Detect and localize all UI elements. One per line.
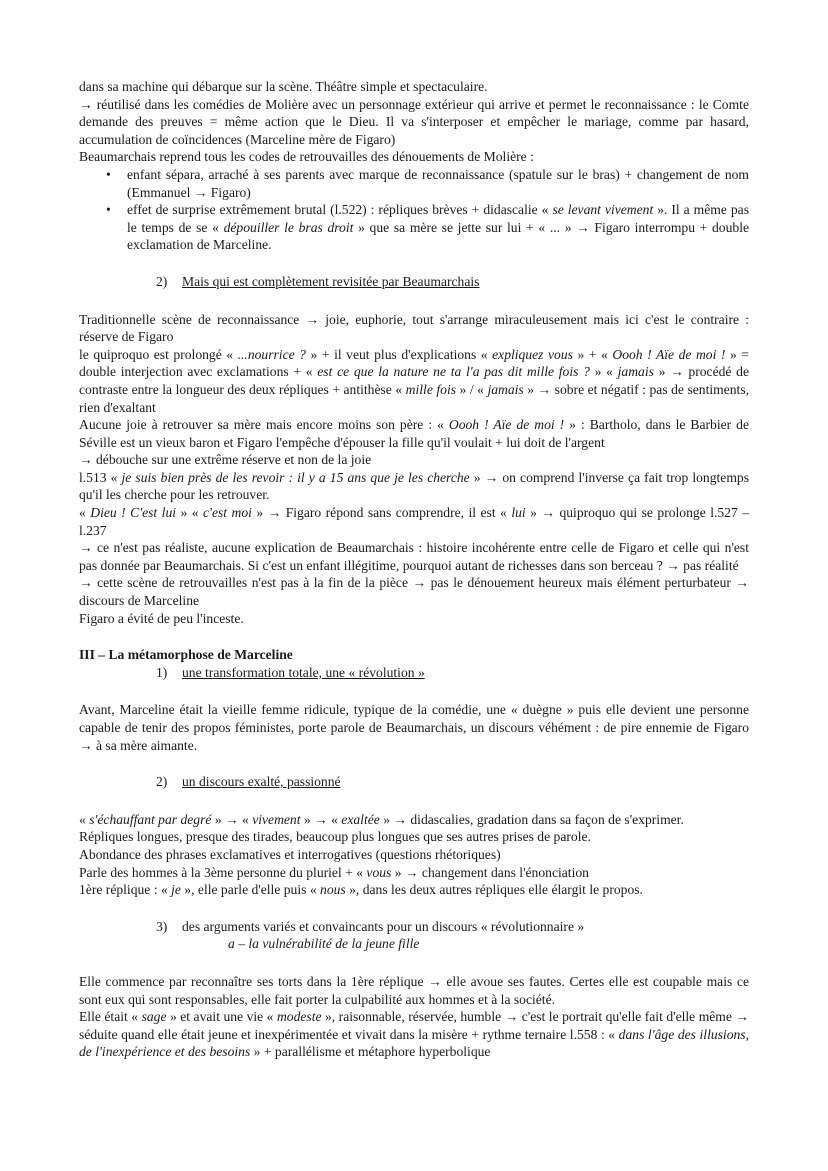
quote: dans l'âge des illusions, de l'inexpérience et des besoins bbox=[79, 1026, 749, 1060]
text-run: » et avait une vie « bbox=[166, 1009, 277, 1025]
quote: est ce que la nature ne ta l'a pas dit mille fois ? bbox=[317, 364, 590, 380]
text-run: » + parallélisme et métaphore hyperbolique bbox=[250, 1044, 491, 1060]
text-run: Parle des hommes à la 3ème personne du pluriel + « bbox=[79, 864, 367, 880]
list-item bbox=[127, 201, 749, 254]
text-run: « bbox=[79, 811, 90, 827]
paragraph bbox=[79, 469, 749, 504]
text-run: Aucune joie à retrouver sa mère mais encore moins son père : « bbox=[79, 417, 449, 433]
text-run: » → changement dans l'énonciation bbox=[391, 864, 589, 880]
section-heading: III – La métamorphose de Marceline bbox=[79, 647, 293, 663]
quote: jamais bbox=[617, 364, 654, 380]
text-run: l.513 « bbox=[79, 469, 122, 485]
subheading bbox=[79, 664, 749, 682]
paragraph: → réutilisé dans les comédies de Molière avec un personnage extérieur qui arrive et permet le reconnaissance : le Comte demande des preuves = même action que le Dieu. Il va s'interposer et empêcher le mariage, comme par hasard, accumulation de coïncidences (Marceline mère de Figaro) bbox=[79, 96, 749, 147]
quote: je suis bien près de les revoir : il y a 15 ans que je les cherche bbox=[121, 469, 470, 485]
paragraph: Figaro a évité de peu l'inceste. bbox=[79, 610, 244, 626]
text-run: » → « bbox=[211, 811, 253, 827]
text-run: » → « bbox=[300, 811, 342, 827]
quote: se levant vivement bbox=[552, 202, 654, 218]
subheading bbox=[79, 773, 749, 791]
subheading-title: une transformation totale, une « révolution » bbox=[182, 664, 425, 680]
text-run: 1ère réplique : « bbox=[79, 882, 172, 898]
quote: dépouiller le bras droit bbox=[223, 219, 354, 235]
text-run: » → sobre et négatif : pas de sentiments, rien d'exaltant bbox=[79, 381, 750, 415]
text-run: » → Figaro répond sans comprendre, il est « bbox=[251, 505, 512, 521]
text-run: », dans les deux autres répliques elle élargit le propos. bbox=[345, 882, 643, 898]
text-run: « bbox=[79, 505, 91, 521]
paragraph bbox=[79, 811, 749, 829]
sub-subheading bbox=[79, 935, 749, 953]
paragraph bbox=[79, 504, 749, 539]
paragraph bbox=[79, 864, 749, 882]
paragraph bbox=[79, 416, 749, 451]
paragraph: Abondance des phrases exclamatives et interrogatives (questions rhétoriques) bbox=[79, 846, 501, 862]
subheading-number: 2) bbox=[156, 273, 168, 289]
quote: mille fois bbox=[405, 381, 457, 397]
quote: lui bbox=[511, 505, 526, 521]
quote: nous bbox=[320, 882, 346, 898]
paragraph bbox=[79, 881, 749, 899]
subheading-title: un discours exalté, passionné bbox=[182, 774, 341, 790]
bullet-list bbox=[79, 166, 749, 254]
subheading-number: 2) bbox=[156, 774, 168, 790]
quote: expliquez vous bbox=[492, 346, 573, 362]
quote: vivement bbox=[252, 811, 301, 827]
quote: ...nourrice ? bbox=[237, 346, 306, 362]
quote: c'est moi bbox=[203, 505, 252, 521]
text-run: » « bbox=[589, 364, 618, 380]
text-run: » → on comprend l'inverse ça fait trop longtemps qu'il les cherche pour les retrouver. bbox=[79, 469, 749, 503]
paragraph: → ce n'est pas réaliste, aucune explication de Beaumarchais : histoire incohérente entre celle de Figaro et celle qui n'est pas donnée par Beaumarchais. Si c'est un enfant illégitime, pourquoi autant de richesses dans son berceau ? → pas réalité bbox=[79, 540, 749, 573]
paragraph: Répliques longues, presque des tirades, beaucoup plus longues que ses autres prises de parole. bbox=[79, 829, 591, 845]
text-run: » + « bbox=[572, 346, 613, 362]
text-run: » / « bbox=[456, 381, 488, 397]
text-run: ». Il a même pas le temps de se « bbox=[127, 202, 749, 235]
text-run: Elle était « bbox=[79, 1009, 142, 1025]
subheading bbox=[79, 273, 749, 291]
quote: vous bbox=[366, 864, 392, 880]
subheading-title: des arguments variés et convaincants pour un discours « révolutionnaire » bbox=[182, 918, 585, 934]
text-run: » = double interjection avec exclamations + « bbox=[79, 346, 750, 380]
text-run: » : Bartholo, dans le Barbier de Séville est un vieux baron et Figaro l'empêche d'épouser la fille qu'il voulait + lui doit de l'argent bbox=[79, 417, 749, 450]
quote: Oooh ! Aïe de moi ! bbox=[612, 346, 726, 362]
subheading bbox=[79, 918, 749, 936]
text-run: » + il veut plus d'explications « bbox=[305, 346, 493, 362]
list-item: • enfant sépara, arraché à ses parents avec marque de reconnaissance (spatule sur le bras) + changement de nom (Emmanuel → Figaro) bbox=[127, 166, 749, 201]
subheading-number: 3) bbox=[156, 918, 168, 934]
text-run: le quiproquo est prolongé « bbox=[79, 346, 238, 362]
text-run: » que sa mère se jette sur lui + « ... » → Figaro interrompu + double exclamation de Marceline. bbox=[127, 219, 749, 253]
paragraph: Traditionnelle scène de reconnaissance → joie, euphorie, tout s'arrange miraculeusement mais ici c'est le contraire : réserve de Figaro bbox=[79, 311, 749, 345]
quote: Oooh ! Aïe de moi ! bbox=[448, 417, 565, 433]
text-run: » « bbox=[176, 505, 204, 521]
paragraph: Avant, Marceline était la vieille femme ridicule, typique de la comédie, une « duègne » puis elle devient une personne capable de tenir des propos féministes, porte parole de Beaumarchais, un discours véhément : de pire ennemie de Figaro → à sa mère aimante. bbox=[79, 702, 749, 753]
quote: modeste bbox=[276, 1009, 322, 1025]
text-run: », raisonnable, réservée, humble → c'est le portrait qu'elle fait d'elle même → séduite quand elle était jeune et inexpérimentée et vivait dans la misère + rythme ternaire l.558 : « bbox=[79, 1009, 749, 1042]
paragraph: → cette scène de retrouvailles n'est pas à la fin de la pièce → pas le dénouement heureux mais élément perturbateur → discours de Marceline bbox=[79, 575, 749, 609]
text-run: » → didascalies, gradation dans sa façon de s'exprimer. bbox=[379, 811, 684, 827]
quote: s'échauffant par degré bbox=[89, 811, 212, 827]
paragraph bbox=[79, 346, 749, 416]
paragraph: → débouche sur une extrême réserve et non de la joie bbox=[79, 452, 372, 468]
quote: Dieu ! C'est lui bbox=[90, 505, 177, 521]
paragraph: Elle commence par reconnaître ses torts dans la 1ère réplique → elle avoue ses fautes. Certes elle est coupable mais ce sont eux qui sont responsables, elle fait porter la culpabilité aux hommes et à la société. bbox=[79, 973, 749, 1007]
text-run: » → quiproquo qui se prolonge l.527 – l.237 bbox=[79, 505, 750, 538]
paragraph bbox=[79, 1008, 749, 1061]
quote: je bbox=[171, 882, 181, 898]
text-run: », elle parle d'elle puis « bbox=[180, 882, 321, 898]
subheading-title: Mais qui est complètement revisitée par Beaumarchais bbox=[182, 273, 480, 289]
subheading-number: 1) bbox=[156, 664, 168, 680]
text-run: effet de surprise extrêmement brutal (l.522) : répliques brèves + didascalie « bbox=[127, 202, 553, 218]
quote: jamais bbox=[487, 381, 524, 397]
paragraph: Beaumarchais reprend tous les codes de retrouvailles des dénouements de Molière : bbox=[79, 149, 534, 165]
quote: exaltée bbox=[341, 811, 380, 827]
text-run: » → procédé de contraste entre la longueur des deux répliques + antithèse « bbox=[79, 364, 749, 397]
paragraph: dans sa machine qui débarque sur la scène. Théâtre simple et spectaculaire. bbox=[79, 79, 488, 94]
sub-subheading-title: a – la vulnérabilité de la jeune fille bbox=[228, 936, 420, 952]
quote: sage bbox=[141, 1009, 167, 1025]
